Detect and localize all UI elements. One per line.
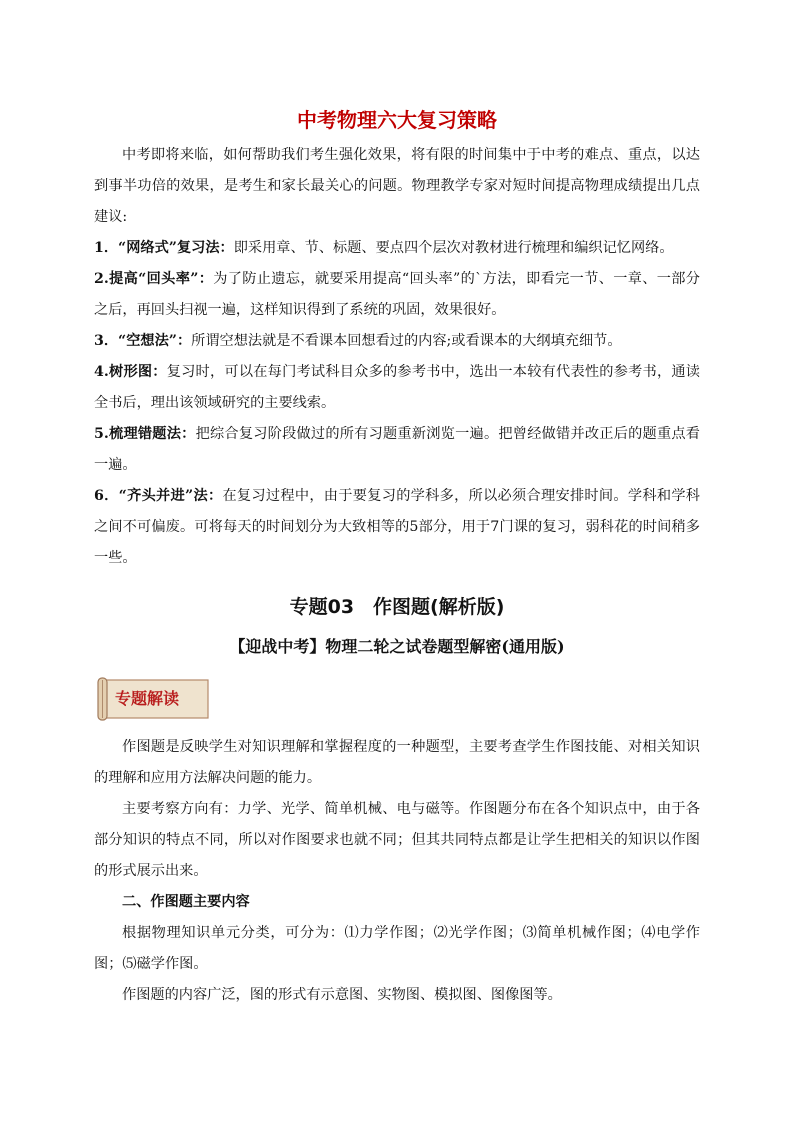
topic-title: 专题03 作图题(解析版) — [289, 596, 505, 618]
strategy-body — [94, 140, 700, 574]
strategy-item — [94, 481, 700, 574]
strategy-item — [94, 357, 700, 419]
strategy-intro: 中考即将来临，如何帮助我们考生强化效果，将有限的时间集中于中考的难点、重点，以达到事半功倍的效果，是考生和家长最关心的问题。物理教学专家对短时间提高物理成绩提出几点建议: — [94, 147, 700, 225]
strategy-item — [94, 419, 700, 481]
strategy-item-text: 复习时，可以在每门考试科目众多的参考书中，选出一本较有代表性的参考书，通读全书后，理出该领域研究的主要线索。 — [94, 364, 700, 411]
strategy-item-text: 为了防止遗忘，就要采用提高“回头率”的`方法，即看完一节、一章、一部分之后，再回头扫视一遍，这样知识得到了系统的巩固，效果很好。 — [94, 271, 700, 318]
strategy-title: 中考物理六大复习策略 — [297, 108, 497, 132]
strategy-item-lead: 2.提高“回头率”： — [94, 271, 214, 287]
strategy-item-text: 即采用章、节、标题、要点四个层次对教材进行梳理和编织记忆网络。 — [233, 240, 674, 256]
section2-heading — [94, 887, 700, 918]
strategy-item-lead: 3．“空想法”： — [94, 333, 192, 349]
strategy-item-text: 把综合复习阶段做过的所有习题重新浏览一遍。把曾经做错并改正后的题重点看一遍。 — [94, 426, 700, 473]
strategy-item — [94, 326, 700, 357]
strategy-item-lead: 4.树形图： — [94, 364, 167, 380]
strategy-item-lead: 6．“齐头并进”法： — [94, 488, 223, 504]
strategy-item-text: 所谓空想法就是不看课本回想看过的内容;或看课本的大纲填充细节。 — [191, 333, 622, 349]
strategy-item — [94, 233, 700, 264]
section2-heading-text: 二、作图题主要内容 — [122, 894, 250, 910]
topic-body — [94, 732, 700, 1011]
strategy-item-lead: 5.梳理错题法： — [94, 426, 196, 442]
topic-subtitle: 【迎战中考】物理二轮之试卷题型解密(通用版) — [229, 637, 565, 656]
topic-paragraph: 作图题的内容广泛，图的形式有示意图、实物图、模拟图、图像图等。 — [122, 987, 562, 1003]
strategy-item-text: 在复习过程中，由于要复习的学科多，所以必须合理安排时间。学科和学科之间不可偏废。可将每天的时间划分为大致相等的5部分，用于7门课的复习，弱科花的时间稍多一些。 — [94, 488, 700, 566]
topic-paragraph: 主要考察方向有：力学、光学、简单机械、电与磁等。作图题分布在各个知识点中，由于各部分知识的特点不同，所以对作图要求也就不同；但其共同特点都是让学生把相关的知识以作图的形式展示出来。 — [94, 801, 700, 879]
strategy-item-lead: 1．“网络式”复习法： — [94, 240, 234, 256]
topic-paragraph: 作图题是反映学生对知识理解和掌握程度的一种题型，主要考查学生作图技能、对相关知识的理解和应用方法解决问题的能力。 — [94, 739, 700, 786]
strategy-item — [94, 264, 700, 326]
topic-badge-label: 专题解读 — [115, 689, 180, 708]
topic-paragraph: 根据物理知识单元分类，可分为：⑴力学作图；⑵光学作图；⑶简单机械作图；⑷电学作图；⑸磁学作图。 — [94, 925, 700, 972]
